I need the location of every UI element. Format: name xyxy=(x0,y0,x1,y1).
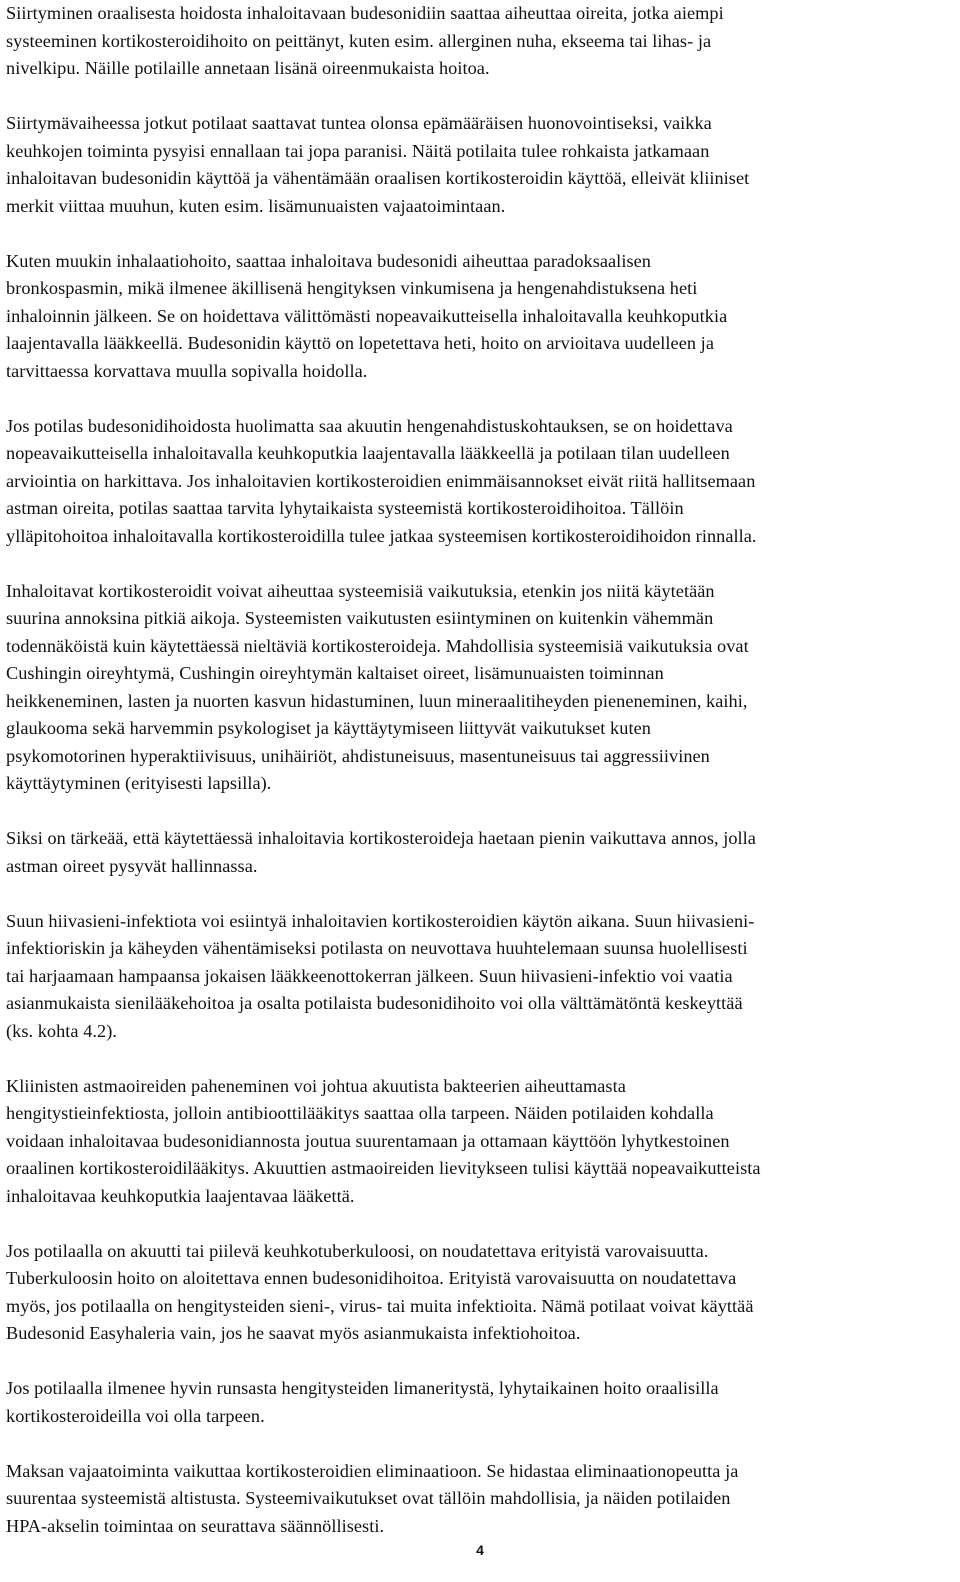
paragraph-oral-candidiasis: Suun hiivasieni-infektiota voi esiintyä inhaloitavien kortikosteroidien käytön aikana. Suun hiivasieni- infektioriskin ja käheyden vähentämiseksi potilasta on neuvottava huuhtelemaan suunsa huolellisesti tai harjaamaan hampaansa jokaisen lääkkeenottokerran jälkeen. Suun hiivasieni-infektio voi vaatia asianmukaista sienilääkehoitoa ja osalta potilaista budesonidihoito voi olla välttämätöntä keskeyttää (ks. kohta 4.2). xyxy=(6,910,755,1041)
paragraph-bacterial-infection: Kliinisten astmaoireiden paheneminen voi johtua akuutista bakteerien aiheuttamasta hengitystieinfektiosta, jolloin antibioottilääkitys saattaa olla tarpeen. Näiden potilaiden kohdalla voidaan inhaloitavaa budesonidiannosta joutua suurentamaan ja ottamaan käyttöön lyhytkestoinen oraalinen kortikosteroidilääkitys. Akuuttien astmaoireiden lievitykseen tulisi käyttää nopeavaikutteista inhaloitavaa keuhkoputkia laajentavaa lääkettä. xyxy=(6,1075,761,1206)
paragraph-acute-dyspnea: Jos potilas budesonidihoidosta huolimatta saa akuutin hengenahdistuskohtauksen, se on hoidettava nopeavaikutteisella inhaloitavalla keuhkoputkia laajentavalla lääkkeellä ja potilaan tilan uudelleen arviointia on harkittava. Jos inhaloitavien kortikosteroidien enimmäisannokset eivät riitä hallitsemaan astman oireita, potilas saattaa tarvita lyhytaikaista systeemistä kortikosteroidihoitoa. Tällöin ylläpitohoitoa inhaloitavalla kortikosteroidilla tulee jatkaa systeemisen kortikosteroidihoidon rinnalla. xyxy=(6,415,757,546)
paragraph-transition-malaise: Siirtymävaiheessa jotkut potilaat saattavat tuntea olonsa epämääräisen huonovointiseksi, vaikka keuhkojen toiminta pysyisi ennallaan tai jopa paranisi. Näitä potilaita tulee rohkaista jatkamaan inhaloitavan budesonidin käyttöä ja vähentämään oraalisen kortikosteroidin käyttöä, elleivät kliiniset merkit viittaa muuhun, kuten esim. lisämunuaisten vajaatoimintaan. xyxy=(6,113,750,216)
paragraph-mucus-secretion: Jos potilaalla ilmenee hyvin runsasta hengitysteiden limaneritystä, lyhytaikainen hoito oraalisilla kortikosteroideilla voi olla tarpeen. xyxy=(6,1378,719,1426)
paragraph-systemic-effects: Inhaloitavat kortikosteroidit voivat aiheuttaa systeemisiä vaikutuksia, etenkin jos niitä käytetään suurina annoksina pitkiä aikoja. Systeemisten vaikutusten esiintyminen on kuitenkin vähemmän todennäköistä kuin käytettäessä nieltäviä kortikosteroideja. Mahdollisia systeemisiä vaikutuksia ovat Cushingin oireyhtymä, Cushingin oireyhtymän kaltaiset oireet, lisämunuaisten toiminnan heikkeneminen, lasten ja nuorten kasvun hidastuminen, luun mineraalitiheyden pieneneminen, kaihi, glaukooma sekä harvemmin psykologiset ja käyttäytymiseen liittyvät vaikutukset kuten psykomotorinen hyperaktiivisuus, unihäiriöt, ahdistuneisuus, masentuneisuus tai aggressiivinen käyttäytyminen (erityisesti lapsilla). xyxy=(6,580,749,793)
paragraph-steroid-transition: Siirtyminen oraalisesta hoidosta inhaloitavaan budesonidiin saattaa aiheuttaa oireita, jotka aiempi systeeminen kortikosteroidihoito on peittänyt, kuten esim. allerginen nuha, ekseema tai lihas- ja nivelkipu. Näille potilaille annetaan lisänä oireenmukaista hoitoa. xyxy=(6,3,724,78)
document-page xyxy=(6,0,952,1568)
paragraph-paradoxical-bronchospasm: Kuten muukin inhalaatiohoito, saattaa inhaloitava budesonidi aiheuttaa paradoksaalisen bronkospasmin, mikä ilmenee äkillisenä hengityksen vinkumisena ja hengenahdistuksena heti inhaloinnin jälkeen. Se on hoidettava välittömästi nopeavaikutteisella inhaloitavalla keuhkoputkia laajentavalla lääkkeellä. Budesonidin käyttö on lopetettava heti, hoito on arvioitava uudelleen ja tarvittaessa korvattava muulla sopivalla hoidolla. xyxy=(6,250,728,381)
paragraph-tuberculosis: Jos potilaalla on akuutti tai piilevä keuhkotuberkuloosi, on noudatettava erityistä varovaisuutta. Tuberkuloosin hoito on aloitettava ennen budesonidihoitoa. Erityistä varovaisuutta on noudatettava myös, jos potilaalla on hengitysteiden sieni-, virus- tai muita infektioita. Nämä potilaat voivat käyttää Budesonid Easyhaleria vain, jos he saavat myös asianmukaista infektiohoitoa. xyxy=(6,1240,754,1343)
paragraph-lowest-dose: Siksi on tärkeää, että käytettäessä inhaloitavia kortikosteroideja haetaan pienin vaikuttava annos, jolla astman oireet pysyvät hallinnassa. xyxy=(6,828,756,876)
page-number: 4 xyxy=(476,1542,484,1558)
paragraph-hepatic-impairment: Maksan vajaatoiminta vaikuttaa kortikosteroidien eliminaatioon. Se hidastaa eliminaationopeutta ja suurentaa systeemistä altistusta. Systeemivaikutukset ovat tällöin mahdollisia, ja näiden potilaiden HPA-akselin toimintaa on seurattava säännöllisesti. xyxy=(6,1460,739,1536)
